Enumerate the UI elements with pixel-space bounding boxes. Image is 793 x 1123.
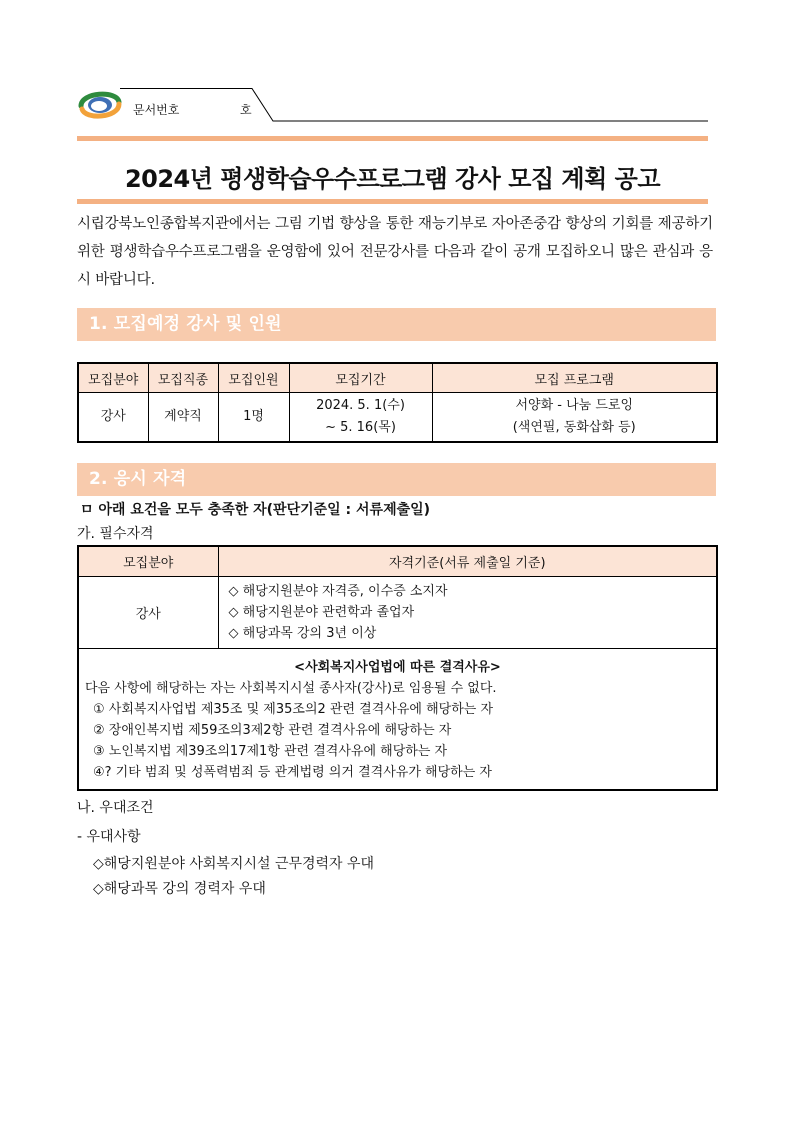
column-header: 모집분야 (78, 363, 148, 393)
period-end: ~ 5. 16(목) (325, 420, 396, 435)
disqualification-box (78, 649, 717, 791)
column-header: 모집분야 (78, 546, 218, 577)
required-label: 가. 필수자격 (77, 526, 154, 542)
recruit-period (289, 393, 432, 443)
program-name: 서양화 - 나눔 드로잉 (515, 398, 634, 413)
column-header: 모집기간 (289, 363, 432, 393)
section-2-heading: 2. 응시 자격 (77, 463, 716, 496)
page-title: 2024년 평생학습우수프로그램 강사 모집 계획 공고 (124, 165, 661, 193)
criteria-item: ◇ 해당과목 강의 3년 이상 (228, 626, 377, 641)
disqualification-item: ① 사회복지사업법 제35조 및 제35조의2 관련 결격사유에 해당하는 자 (93, 701, 494, 717)
preference-heading: - 우대사항 (77, 829, 141, 845)
criteria-item: ◇ 해당지원분야 자격증, 이수증 소지자 (228, 584, 448, 599)
disqualification-item: ③ 노인복지법 제39조의17제1항 관련 결격사유에 해당하는 자 (93, 743, 448, 759)
recruit-count: 1명 (218, 393, 289, 443)
table-header-row (78, 546, 717, 577)
recruit-job-type: 계약직 (148, 393, 218, 443)
disqualification-title: <사회복지사업법에 따른 결격사유> (294, 659, 501, 675)
table-row (78, 649, 717, 791)
disqualification-intro: 다음 사항에 해당하는 자는 사회복지시설 종사자(강사)로 임용될 수 없다. (85, 680, 497, 696)
qualification-criteria (218, 577, 717, 649)
recruit-program (432, 393, 717, 443)
column-header: 모집 프로그램 (432, 363, 717, 393)
doc-number-label: 문서번호 (133, 103, 180, 117)
table-header-row (78, 363, 717, 393)
preference-item: ◇해당지원분야 사회복지시설 근무경력자 우대 (93, 856, 375, 872)
preference-item: ◇해당과목 강의 경력자 우대 (93, 881, 266, 897)
disqualification-item: ④? 기타 범죄 및 성폭력범죄 등 관계법령 의거 결격사유가 해당하는 자 (93, 764, 492, 780)
title-divider (77, 199, 708, 204)
header-divider (77, 136, 708, 141)
program-detail: (색연필, 동화삽화 등) (512, 420, 636, 435)
column-header: 모집직종 (148, 363, 218, 393)
criteria-item: ◇ 해당지원분야 관련학과 졸업자 (228, 605, 415, 620)
column-header: 모집인원 (218, 363, 289, 393)
doc-number-suffix: 호 (240, 103, 252, 117)
column-header: 자격기준(서류 제출일 기준) (218, 546, 717, 577)
recruitment-table (77, 362, 718, 443)
doc-number-frame (120, 88, 708, 122)
table-row (78, 393, 717, 443)
section-1-heading: 1. 모집예정 강사 및 인원 (77, 308, 716, 341)
requirement-bullet: ㅁ 아래 요건을 모두 충족한 자(판단기준일 : 서류제출일) (80, 502, 431, 518)
welfare-center-logo-icon (77, 86, 123, 124)
qualification-field: 강사 (78, 577, 218, 649)
preference-label: 나. 우대조건 (77, 800, 154, 816)
period-start: 2024. 5. 1(수) (316, 398, 405, 413)
qualification-table (77, 545, 718, 791)
disqualification-item: ② 장애인복지법 제59조의3제2항 관련 결격사유에 해당하는 자 (93, 722, 452, 738)
recruit-field: 강사 (78, 393, 148, 443)
table-row (78, 577, 717, 649)
intro-paragraph: 시립강북노인종합복지관에서는 그림 기법 향상을 통한 재능기부로 자아존중감 향상의 기회를 제공하기 위한 평생학습우수프로그램을 운영함에 있어 전문강사를 다음과 같이 공개 모집하오니 많은 관심과 응시 바랍니다. (77, 216, 713, 288)
